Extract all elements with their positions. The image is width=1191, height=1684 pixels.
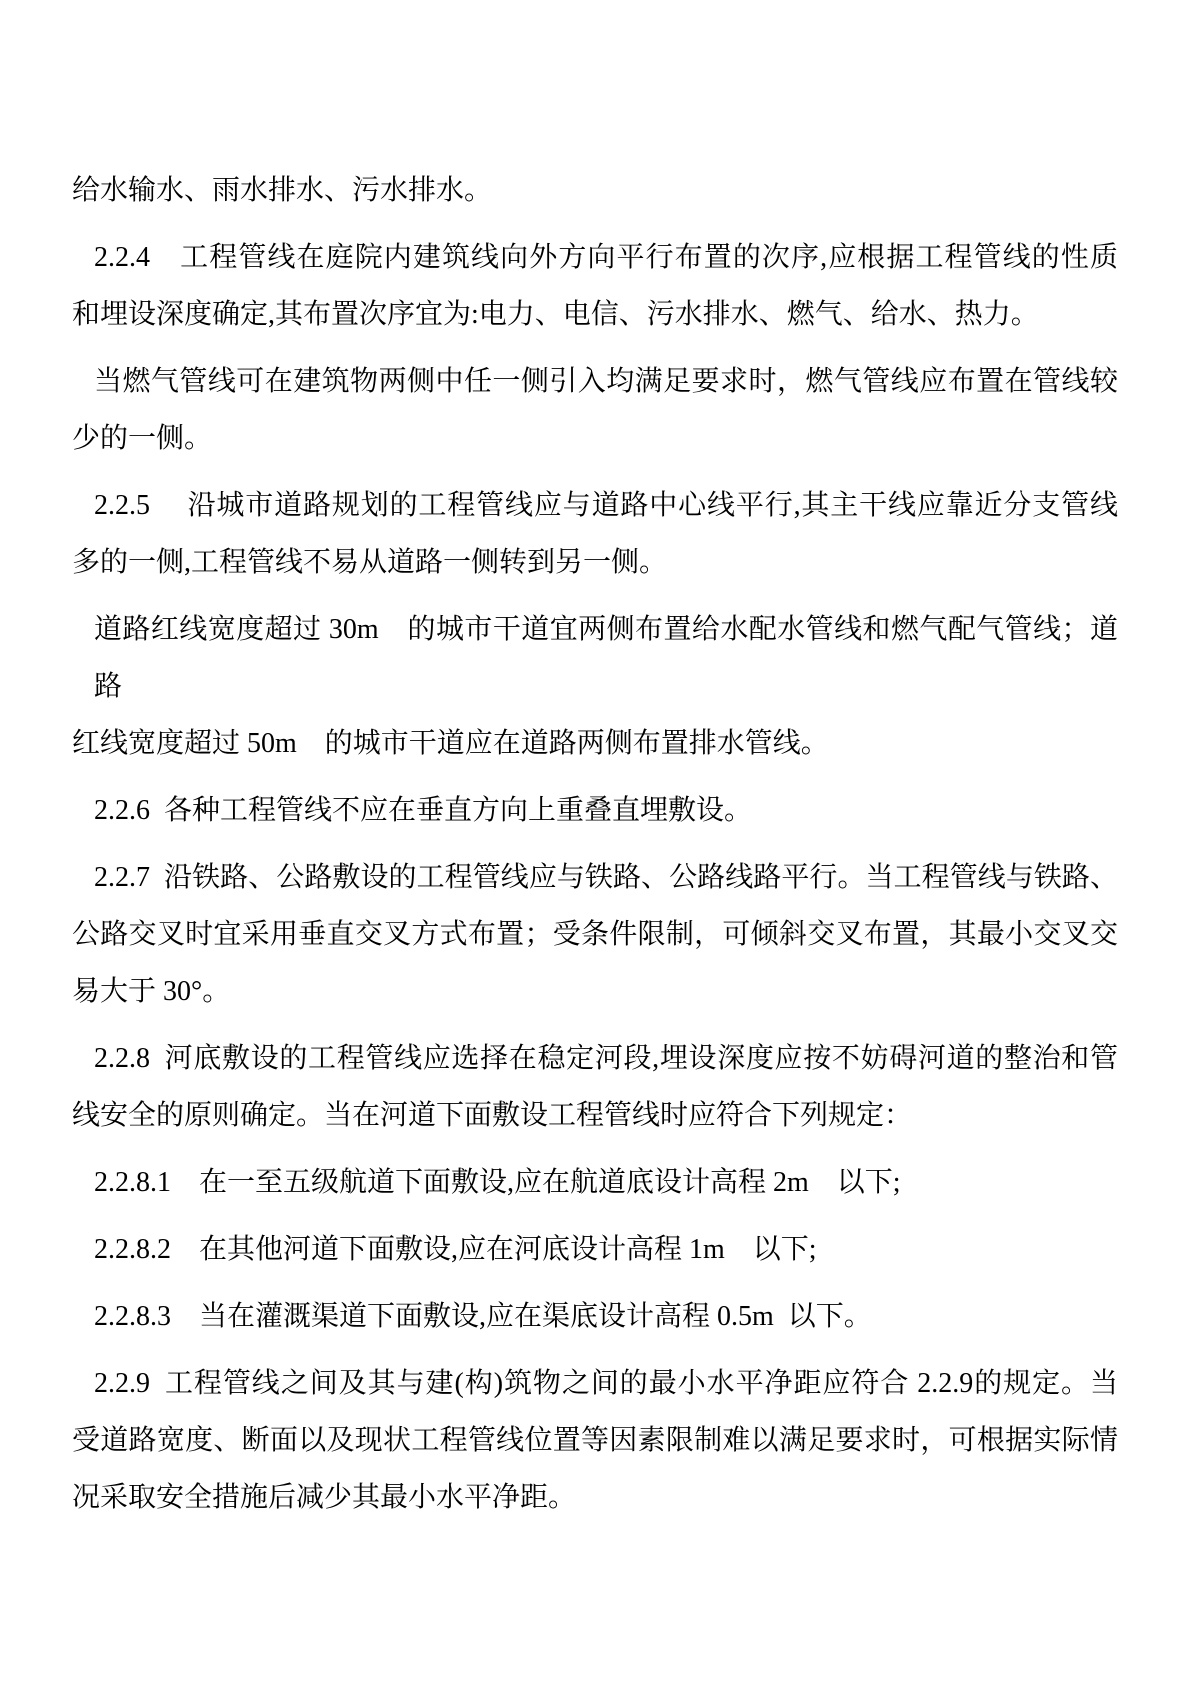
paragraph-clause-2.2.8 — [72, 1030, 1118, 1144]
paragraph-clause-2.2.7 — [72, 849, 1118, 1020]
paragraph-clause-2.2.5 — [72, 477, 1118, 591]
text-line: 受道路宽度、断面以及现状工程管线位置等因素限制难以满足要求时，可根据实际情 — [72, 1425, 1118, 1456]
text-line: 2.2.8.1 在一至五级航道下面敷设,应在航道底设计高程 2m 以下; — [94, 1167, 901, 1198]
text-line: 公路交叉时宜采用垂直交叉方式布置；受条件限制，可倾斜交叉布置，其最小交叉交 — [72, 919, 1118, 950]
text-line: 2.2.9 工程管线之间及其与建(构)筑物之间的最小水平净距应符合 2.2.9的规定。当 — [94, 1368, 1118, 1399]
text-line: 2.2.8 河底敷设的工程管线应选择在稳定河段,埋设深度应按不妨碍河道的整治和管 — [94, 1043, 1118, 1074]
paragraph — [72, 162, 1118, 219]
text-line: 2.2.4 工程管线在庭院内建筑线向外方向平行布置的次序,应根据工程管线的性质 — [94, 242, 1118, 273]
paragraph-clause-2.2.4 — [72, 229, 1118, 343]
text-line: 易大于 30°。 — [72, 976, 231, 1007]
paragraph-clause-2.2.8.2 — [72, 1221, 1118, 1278]
paragraph-clause-2.2.8.1 — [72, 1154, 1118, 1211]
text-line: 2.2.7 沿铁路、公路敷设的工程管线应与铁路、公路线路平行。当工程管线与铁路、 — [94, 862, 1118, 893]
text-line: 况采取安全措施后减少其最小水平净距。 — [72, 1482, 577, 1513]
text-line: 当燃气管线可在建筑物两侧中任一侧引入均满足要求时，燃气管线应布置在管线较 — [94, 366, 1118, 397]
text-line: 和埋设深度确定,其布置次序宜为:电力、电信、污水排水、燃气、给水、热力。 — [72, 299, 1039, 330]
text-line: 2.2.8.2 在其他河道下面敷设,应在河底设计高程 1m 以下; — [94, 1234, 817, 1265]
document-body — [72, 162, 1118, 1526]
text-line: 2.2.6 各种工程管线不应在垂直方向上重叠直埋敷设。 — [94, 795, 753, 826]
text-line: 2.2.5 沿城市道路规划的工程管线应与道路中心线平行,其主干线应靠近分支管线 — [94, 490, 1118, 521]
text-line: 2.2.8.3 当在灌溉渠道下面敷设,应在渠底设计高程 0.5m 以下。 — [94, 1301, 872, 1332]
paragraph-clause-2.2.9 — [72, 1355, 1118, 1526]
paragraph-clause-2.2.8.3 — [72, 1288, 1118, 1345]
text-line: 少的一侧。 — [72, 423, 213, 454]
paragraph-clause-2.2.6 — [72, 782, 1118, 839]
text-line: 红线宽度超过 50m 的城市干道应在道路两侧布置排水管线。 — [72, 728, 829, 759]
text-line: 线安全的原则确定。当在河道下面敷设工程管线时应符合下列规定： — [72, 1100, 913, 1131]
text-line: 给水输水、雨水排水、污水排水。 — [72, 175, 493, 206]
text-line: 道路红线宽度超过 30m 的城市干道宜两侧布置给水配水管线和燃气配气管线；道路 — [94, 614, 1118, 702]
paragraph — [72, 601, 1118, 772]
paragraph — [72, 353, 1118, 467]
text-line: 多的一侧,工程管线不易从道路一侧转到另一侧。 — [72, 547, 668, 578]
